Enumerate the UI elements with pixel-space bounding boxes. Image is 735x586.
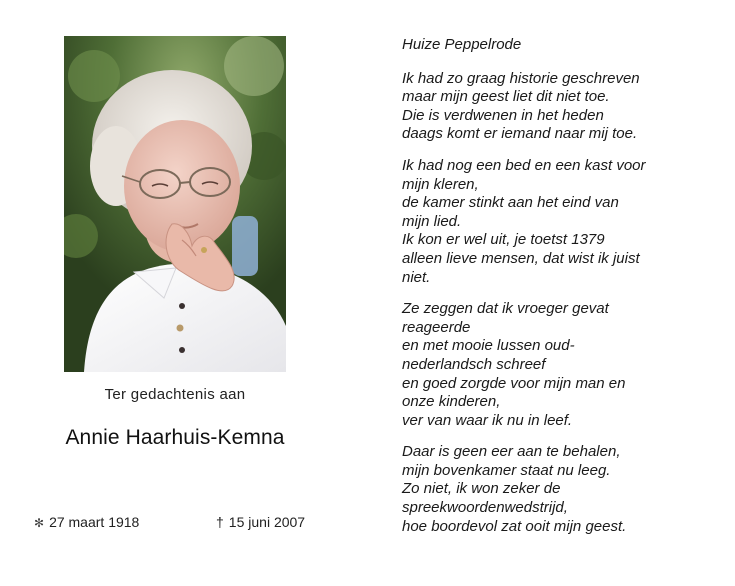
poem-line: Die is verdwenen in het heden (402, 106, 604, 124)
poem-stanza-1 (402, 70, 722, 144)
poem-line: en goed zorgde voor mijn man en (402, 374, 626, 392)
poem-line: mijn kleren, (402, 175, 479, 193)
poem-line: Ik kon er wel uit, je toetst 1379 (402, 231, 605, 249)
poem-line: Ze zeggen dat ik vroeger gevat (402, 300, 609, 318)
poem-line: maar mijn geest liet dit niet toe. (402, 88, 610, 106)
poem-line: mijn bovenkamer staat nu leeg. (402, 461, 611, 479)
memorial-label: Ter gedachtenis aan (104, 386, 246, 403)
poem-line: daags komt er iemand naar mij toe. (402, 125, 638, 143)
poem-line: alleen lieve mensen, dat wist ik juist (402, 249, 640, 267)
poem-line: mijn lied. (402, 212, 462, 230)
poem-line: Zo niet, ik won zeker de (402, 480, 561, 498)
poem (402, 36, 722, 549)
deceased-name: Annie Haarhuis-Kemna (65, 426, 285, 449)
birth-date-text: 27 maart 1918 (49, 514, 140, 530)
poem-line: niet. (402, 268, 431, 286)
birth-star-icon: ✻ (34, 516, 45, 530)
death-date-text: 15 juni 2007 (228, 514, 306, 530)
poem-stanza-4 (402, 443, 722, 536)
poem-line: reageerde (402, 318, 471, 336)
poem-line: onze kinderen, (402, 393, 501, 411)
poem-line: Ik had zo graag historie geschreven (402, 69, 640, 87)
death-cross-icon: † (216, 514, 224, 530)
poem-line: Daar is geen eer aan te behalen, (402, 443, 621, 461)
poem-line: hoe boordevol zat ooit mijn geest. (402, 517, 627, 535)
poem-title: Huize Peppelrode (402, 36, 522, 53)
poem-line: nederlandsch schreef (402, 355, 546, 373)
poem-stanza-3 (402, 300, 722, 430)
poem-line: de kamer stinkt aan het eind van (402, 194, 619, 212)
poem-stanza-2 (402, 157, 722, 287)
poem-line: ver van waar ik nu in leef. (402, 411, 573, 429)
poem-line: Ik had nog een bed en een kast voor (402, 156, 646, 174)
birth-date (34, 514, 139, 530)
death-date (216, 514, 305, 530)
portrait-photo (64, 36, 286, 372)
poem-line: en met mooie lussen oud- (402, 337, 575, 355)
poem-line: spreekwoordenwedstrijd, (402, 499, 568, 517)
